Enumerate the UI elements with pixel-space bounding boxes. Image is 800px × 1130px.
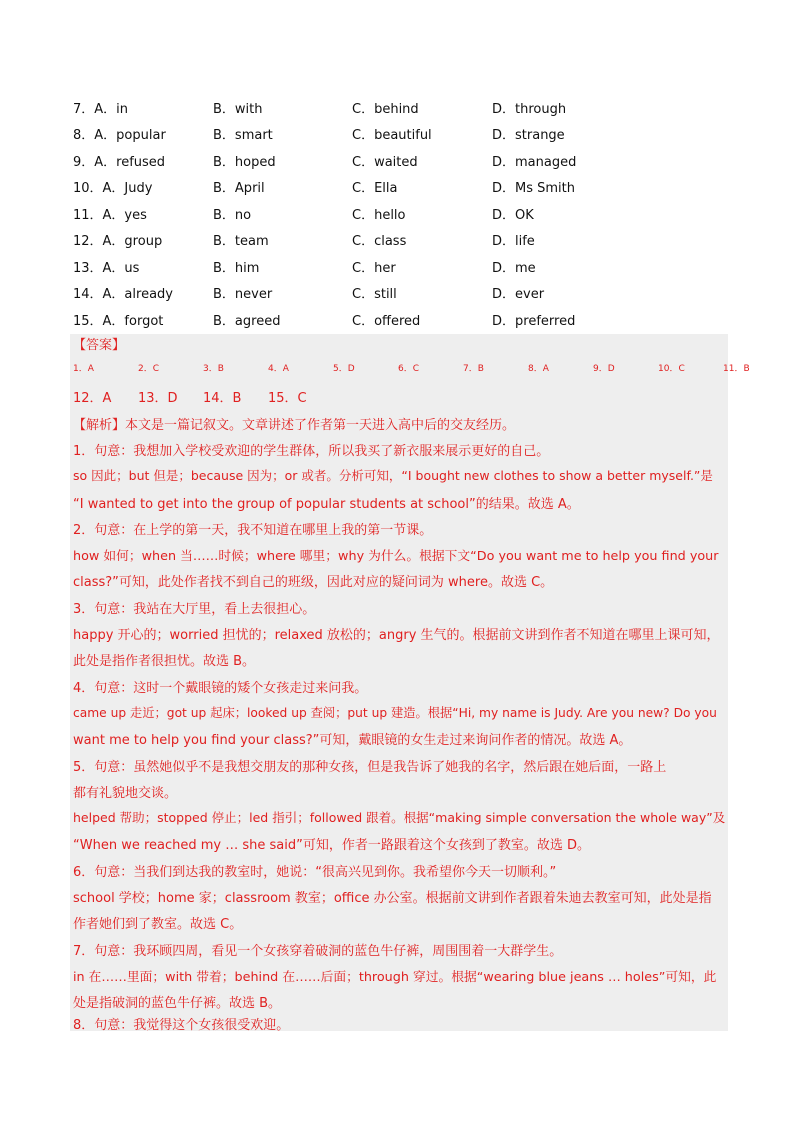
- explanation-line: 6．句意：当我们到达我的教室时，她说：“很高兴见到你。我希望你今天一切顺利。”: [73, 865, 557, 880]
- option-row-11: [73, 200, 612, 227]
- answer-item: 6．C: [398, 364, 420, 374]
- option-c: C．behind: [352, 101, 419, 117]
- explanation-line: 3．句意：我站在大厅里，看上去很担心。: [73, 602, 316, 617]
- option-b: B．with: [213, 101, 263, 117]
- answer-item: 5．D: [333, 364, 355, 374]
- explanation-line: 5．句意：虽然她似乎不是我想交朋友的那种女孩，但是我告诉了她我的名字，然后跟在她后面，一路上: [73, 760, 667, 775]
- option-d: D．ever: [492, 287, 545, 303]
- explanation-line: happy 开心的；worried 担忧的；relaxed 放松的；angry 生气的。根据前文讲到作者不知道在哪里上课可知，: [73, 628, 720, 643]
- option-c: C．Ella: [352, 181, 398, 197]
- option-c: C．offered: [352, 313, 421, 329]
- explanation-line: 1．句意：我想加入学校受欢迎的学生群体，所以我买了新衣服来展示更好的自己。: [73, 444, 550, 459]
- options-list: [73, 94, 612, 333]
- option-c: C．still: [352, 287, 397, 303]
- option-row-10: [73, 174, 612, 201]
- answer-item: 2．C: [138, 364, 160, 374]
- option-d: D．strange: [492, 128, 565, 144]
- option-a: 14．A．already: [73, 287, 173, 303]
- explanation-line: “When we reached my … she said”可知，作者一路跟着这个女孩到了教室。故选 D。: [73, 838, 590, 853]
- option-d: D．Ms Smith: [492, 181, 575, 197]
- answer-item: 11．B: [723, 364, 750, 374]
- answer-item: 9．D: [593, 364, 615, 374]
- option-row-15: [73, 306, 612, 333]
- answer-heading: 【答案】: [73, 338, 126, 353]
- option-d: D．managed: [492, 154, 577, 170]
- answer-item: 4．A: [268, 364, 289, 374]
- option-a: 15．A．forgot: [73, 313, 164, 329]
- answer-item: 14．B: [203, 391, 242, 406]
- option-a: 7．A．in: [73, 101, 129, 117]
- answer-item: 7．B: [463, 364, 484, 374]
- explanation-line: 【解析】本文是一篇记叙文。文章讲述了作者第一天进入高中后的交友经历。: [73, 418, 516, 433]
- answer-item: 12．A: [73, 391, 112, 406]
- option-d: D．preferred: [492, 313, 576, 329]
- explanation-line: how 如何；when 当……时候；where 哪里；why 为什么。根据下文“Do you want me to help you find your: [73, 549, 719, 564]
- explanation-line: class?”可知，此处作者找不到自己的班级，因此对应的疑问词为 where。故选 C。: [73, 575, 554, 590]
- answer-item: 10．C: [658, 364, 685, 374]
- option-row-8: [73, 121, 612, 148]
- answer-item: 1．A: [73, 364, 94, 374]
- option-b: B．him: [213, 260, 260, 276]
- explanation-line: “I wanted to get into the group of popular students at school”的结果。故选 A。: [73, 497, 580, 512]
- option-b: B．agreed: [213, 313, 281, 329]
- option-row-13: [73, 253, 612, 280]
- answer-item: 13．D: [138, 391, 178, 406]
- option-c: C．beautiful: [352, 128, 432, 144]
- answer-row-1: [73, 361, 750, 374]
- explanation-line: came up 走近；got up 起床；looked up 查阅；put up 建造。根据“Hi, my name is Judy. Are you new? Do you: [73, 706, 717, 720]
- explanation-line: 此处是指作者很担忧。故选 B。: [73, 654, 256, 669]
- option-b: B．no: [213, 207, 252, 223]
- option-b: B．hoped: [213, 154, 276, 170]
- option-a: 11．A．yes: [73, 207, 147, 223]
- explanation-line: so 因此；but 但是；because 因为；or 或者。分析可知，“I bought new clothes to show a better myself.”是: [73, 468, 713, 483]
- option-a: 10．A．Judy: [73, 181, 153, 197]
- answer-explanation-box: [70, 334, 750, 1033]
- option-d: D．OK: [492, 207, 534, 223]
- option-b: B．team: [213, 234, 269, 250]
- option-c: C．class: [352, 234, 407, 250]
- explanation-line: want me to help you find your class?”可知，戴眼镜的女生走过来询问作者的情况。故选 A。: [73, 733, 632, 748]
- option-row-7: [73, 94, 612, 121]
- option-c: C．hello: [352, 207, 406, 223]
- explanation-line: 4．句意：这时一个戴眼镜的矮个女孩走过来问我。: [73, 681, 368, 696]
- explanation-line: 7．句意：我环顾四周，看见一个女孩穿着破洞的蓝色牛仔裤，周围围着一大群学生。: [73, 944, 563, 959]
- option-a: 13．A．us: [73, 260, 140, 276]
- option-b: B．never: [213, 287, 273, 303]
- explanation-line: 8．句意：我觉得这个女孩很受欢迎。: [73, 1018, 290, 1033]
- option-d: D．life: [492, 234, 535, 250]
- explanation-line: 都有礼貌地交谈。: [73, 786, 178, 801]
- option-c: C．waited: [352, 154, 418, 170]
- option-a: 8．A．popular: [73, 128, 166, 144]
- answer-item: 8．A: [528, 364, 549, 374]
- option-d: D．through: [492, 101, 567, 117]
- explanation-line: in 在……里面；with 带着；behind 在……后面；through 穿过。根据“wearing blue jeans … holes”可知，此: [73, 970, 717, 985]
- answer-item: 15．C: [268, 391, 307, 406]
- explanation-line: 作者她们到了教室。故选 C。: [73, 917, 243, 932]
- explanation-line: helped 帮助；stopped 停止；led 指引；followed 跟着。根据“making simple conversation the whole way”及: [73, 810, 726, 825]
- answer-row-2: [73, 387, 307, 406]
- option-b: B．April: [213, 181, 265, 197]
- explanation-line: 2．句意：在上学的第一天，我不知道在哪里上我的第一节课。: [73, 523, 433, 538]
- option-row-14: [73, 280, 612, 307]
- option-c: C．her: [352, 260, 396, 276]
- option-b: B．smart: [213, 128, 273, 144]
- explanation-line: 处是指破洞的蓝色牛仔裤。故选 B。: [73, 996, 282, 1011]
- option-row-9: [73, 147, 612, 174]
- explanation-line: school 学校；home 家；classroom 教室；office 办公室。根据前文讲到作者跟着朱迪去教室可知，此处是指: [73, 891, 712, 906]
- option-a: 9．A．refused: [73, 154, 166, 170]
- option-d: D．me: [492, 260, 536, 276]
- answer-item: 3．B: [203, 364, 224, 374]
- option-row-12: [73, 227, 612, 254]
- option-a: 12．A．group: [73, 234, 163, 250]
